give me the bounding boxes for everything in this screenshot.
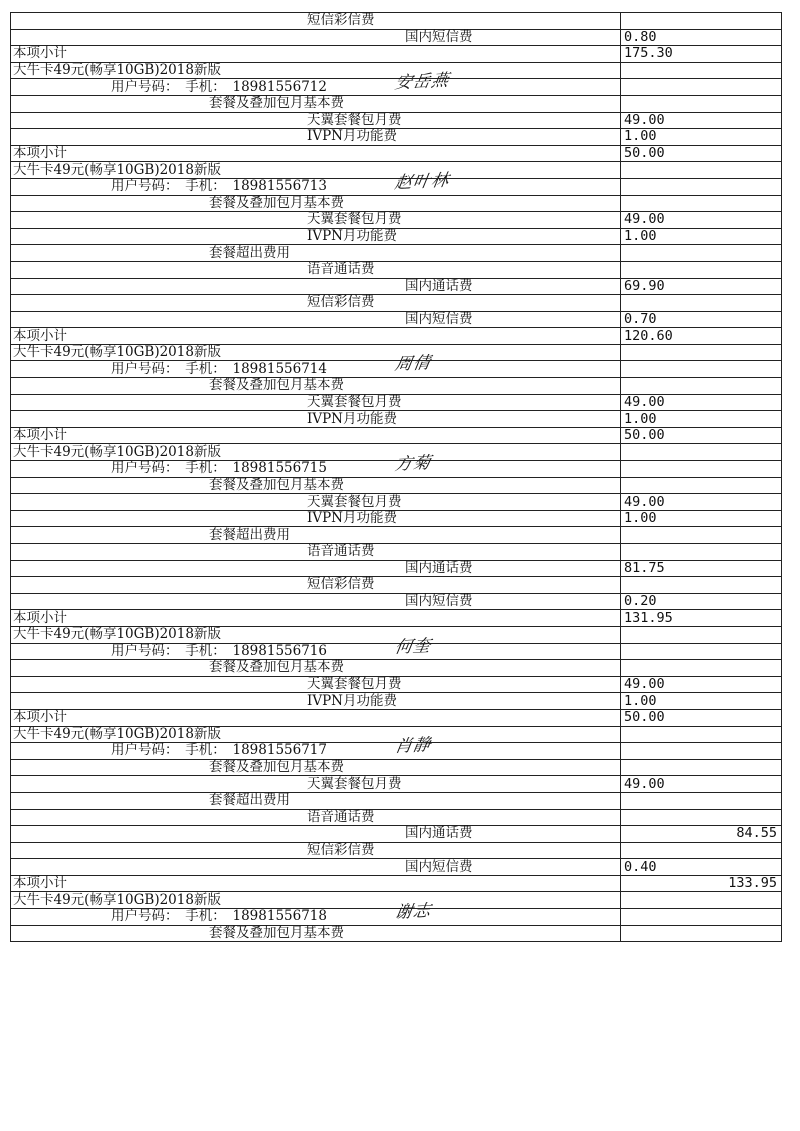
amount-cell (621, 295, 782, 312)
fee-item-label: 大牛卡49元(畅享10GB)2018新版 (11, 626, 621, 643)
amount-cell: 50.00 (621, 145, 782, 162)
amount-cell: 49.00 (621, 112, 782, 129)
fee-item-label: 套餐及叠加包月基本费 (11, 925, 621, 942)
fee-row (11, 295, 782, 312)
bill-detail-table (10, 12, 782, 942)
user-row (11, 743, 782, 760)
amount-cell: 50.00 (621, 709, 782, 726)
amount-cell (621, 361, 782, 378)
fee-row (11, 593, 782, 610)
handwritten-signature: 周倩 (393, 353, 433, 376)
amount-cell: 0.20 (621, 593, 782, 610)
amount-cell: 81.75 (621, 560, 782, 577)
amount-cell (621, 726, 782, 743)
fee-item-label: 天翼套餐包月费 (11, 776, 621, 793)
amount-cell (621, 162, 782, 179)
fee-row (11, 212, 782, 229)
fee-item-label: 套餐及叠加包月基本费 (11, 660, 621, 677)
fee-row (11, 411, 782, 428)
subtotal-label: 本项小计 (11, 709, 621, 726)
fee-row (11, 195, 782, 212)
fee-row (11, 776, 782, 793)
fee-item-label: 套餐及叠加包月基本费 (11, 195, 621, 212)
fee-row (11, 13, 782, 30)
fee-item-label: IVPN月功能费 (11, 510, 621, 527)
fee-row (11, 544, 782, 561)
fee-item-label: 大牛卡49元(畅享10GB)2018新版 (11, 444, 621, 461)
subtotal-row (11, 709, 782, 726)
amount-cell (621, 892, 782, 909)
fee-item-label: 套餐及叠加包月基本费 (11, 477, 621, 494)
amount-cell (621, 577, 782, 594)
subtotal-row (11, 875, 782, 892)
amount-cell (621, 842, 782, 859)
amount-cell (621, 344, 782, 361)
fee-row (11, 859, 782, 876)
amount-cell: 49.00 (621, 776, 782, 793)
fee-row (11, 477, 782, 494)
fee-row (11, 245, 782, 262)
fee-item-label: 语音通话费 (11, 544, 621, 561)
amount-cell (621, 95, 782, 112)
fee-row (11, 809, 782, 826)
amount-cell (621, 809, 782, 826)
fee-item-label: 语音通话费 (11, 261, 621, 278)
fee-item-label: 套餐及叠加包月基本费 (11, 759, 621, 776)
fee-item-label: 套餐及叠加包月基本费 (11, 95, 621, 112)
fee-row (11, 228, 782, 245)
fee-row (11, 129, 782, 146)
subtotal-label: 本项小计 (11, 427, 621, 444)
fee-item-label: 大牛卡49元(畅享10GB)2018新版 (11, 726, 621, 743)
user-number-label: 用户号码： 手机： 18981556718 谢志 (11, 909, 621, 926)
fee-item-label: 天翼套餐包月费 (11, 212, 621, 229)
handwritten-signature: 安岳燕 (393, 70, 451, 94)
fee-item-label: 大牛卡49元(畅享10GB)2018新版 (11, 344, 621, 361)
amount-cell (621, 643, 782, 660)
amount-cell (621, 62, 782, 79)
handwritten-signature: 方菊 (393, 453, 433, 475)
fee-item-label: 天翼套餐包月费 (11, 494, 621, 511)
fee-row (11, 577, 782, 594)
fee-row (11, 527, 782, 544)
fee-row (11, 394, 782, 411)
subtotal-row (11, 610, 782, 627)
fee-item-label: 国内短信费 (11, 29, 621, 46)
amount-cell (621, 527, 782, 544)
user-row (11, 361, 782, 378)
fee-item-label: 国内通话费 (11, 278, 621, 295)
bill-detail-body (11, 13, 782, 942)
fee-row (11, 759, 782, 776)
fee-item-label: 套餐超出费用 (11, 792, 621, 809)
amount-cell (621, 79, 782, 96)
amount-cell: 133.95 (621, 875, 782, 892)
user-row (11, 461, 782, 478)
amount-cell: 175.30 (621, 46, 782, 63)
amount-cell (621, 178, 782, 195)
amount-cell: 1.00 (621, 411, 782, 428)
fee-item-label: 国内短信费 (11, 311, 621, 328)
fee-item-label: 套餐超出费用 (11, 527, 621, 544)
amount-cell: 49.00 (621, 494, 782, 511)
fee-row (11, 676, 782, 693)
subtotal-label: 本项小计 (11, 875, 621, 892)
amount-cell: 131.95 (621, 610, 782, 627)
subtotal-row (11, 427, 782, 444)
amount-cell: 120.60 (621, 328, 782, 345)
handwritten-signature: 谢志 (393, 901, 433, 923)
fee-row (11, 826, 782, 843)
subtotal-label: 本项小计 (11, 46, 621, 63)
fee-row (11, 792, 782, 809)
handwritten-signature: 何奎 (393, 635, 433, 658)
fee-item-label: 短信彩信费 (11, 577, 621, 594)
fee-row (11, 378, 782, 395)
user-number-label: 用户号码： 手机： 18981556713 赵叶林 (11, 178, 621, 195)
amount-cell (621, 544, 782, 561)
amount-cell: 0.70 (621, 311, 782, 328)
fee-item-label: 短信彩信费 (11, 295, 621, 312)
amount-cell: 50.00 (621, 427, 782, 444)
amount-cell: 84.55 (621, 826, 782, 843)
amount-cell (621, 925, 782, 942)
fee-item-label: 天翼套餐包月费 (11, 394, 621, 411)
fee-item-label: 国内短信费 (11, 859, 621, 876)
subtotal-row (11, 145, 782, 162)
subtotal-label: 本项小计 (11, 610, 621, 627)
amount-cell (621, 909, 782, 926)
amount-cell (621, 13, 782, 30)
handwritten-signature: 肖静 (393, 735, 433, 758)
amount-cell: 1.00 (621, 129, 782, 146)
amount-cell (621, 759, 782, 776)
amount-cell (621, 626, 782, 643)
subtotal-label: 本项小计 (11, 145, 621, 162)
fee-row (11, 660, 782, 677)
amount-cell: 69.90 (621, 278, 782, 295)
user-number-label: 用户号码： 手机： 18981556715 方菊 (11, 461, 621, 478)
fee-item-label: 语音通话费 (11, 809, 621, 826)
subtotal-row (11, 46, 782, 63)
amount-cell (621, 743, 782, 760)
fee-item-label: 大牛卡49元(畅享10GB)2018新版 (11, 892, 621, 909)
fee-item-label: IVPN月功能费 (11, 693, 621, 710)
fee-row (11, 261, 782, 278)
fee-row (11, 560, 782, 577)
user-row (11, 643, 782, 660)
user-row (11, 178, 782, 195)
amount-cell: 0.40 (621, 859, 782, 876)
user-row (11, 79, 782, 96)
fee-item-label: 国内通话费 (11, 826, 621, 843)
fee-item-label: IVPN月功能费 (11, 228, 621, 245)
fee-row (11, 494, 782, 511)
user-number-label: 用户号码： 手机： 18981556717 肖静 (11, 743, 621, 760)
amount-cell: 1.00 (621, 228, 782, 245)
fee-row (11, 278, 782, 295)
amount-cell (621, 245, 782, 262)
subtotal-row (11, 328, 782, 345)
fee-item-label: 国内短信费 (11, 593, 621, 610)
amount-cell: 49.00 (621, 212, 782, 229)
amount-cell (621, 660, 782, 677)
fee-row (11, 95, 782, 112)
amount-cell (621, 444, 782, 461)
fee-item-label: 套餐超出费用 (11, 245, 621, 262)
amount-cell: 49.00 (621, 394, 782, 411)
fee-item-label: 大牛卡49元(畅享10GB)2018新版 (11, 162, 621, 179)
amount-cell: 0.80 (621, 29, 782, 46)
fee-row (11, 112, 782, 129)
amount-cell (621, 378, 782, 395)
fee-item-label: 天翼套餐包月费 (11, 676, 621, 693)
fee-item-label: 天翼套餐包月费 (11, 112, 621, 129)
amount-cell (621, 792, 782, 809)
fee-row (11, 925, 782, 942)
amount-cell: 49.00 (621, 676, 782, 693)
amount-cell (621, 461, 782, 478)
fee-row (11, 29, 782, 46)
user-number-label: 用户号码： 手机： 18981556716 何奎 (11, 643, 621, 660)
subtotal-label: 本项小计 (11, 328, 621, 345)
fee-item-label: 国内通话费 (11, 560, 621, 577)
fee-row (11, 693, 782, 710)
fee-row (11, 510, 782, 527)
fee-item-label: 短信彩信费 (11, 13, 621, 30)
fee-item-label: 短信彩信费 (11, 842, 621, 859)
amount-cell (621, 195, 782, 212)
user-number-label: 用户号码： 手机： 18981556714 周倩 (11, 361, 621, 378)
fee-item-label: 大牛卡49元(畅享10GB)2018新版 (11, 62, 621, 79)
user-row (11, 909, 782, 926)
amount-cell: 1.00 (621, 510, 782, 527)
fee-item-label: 套餐及叠加包月基本费 (11, 378, 621, 395)
handwritten-signature: 赵叶林 (393, 170, 451, 194)
amount-cell (621, 477, 782, 494)
fee-row (11, 842, 782, 859)
user-number-label: 用户号码： 手机： 18981556712 安岳燕 (11, 79, 621, 96)
fee-item-label: IVPN月功能费 (11, 411, 621, 428)
fee-item-label: IVPN月功能费 (11, 129, 621, 146)
amount-cell: 1.00 (621, 693, 782, 710)
amount-cell (621, 261, 782, 278)
fee-row (11, 311, 782, 328)
